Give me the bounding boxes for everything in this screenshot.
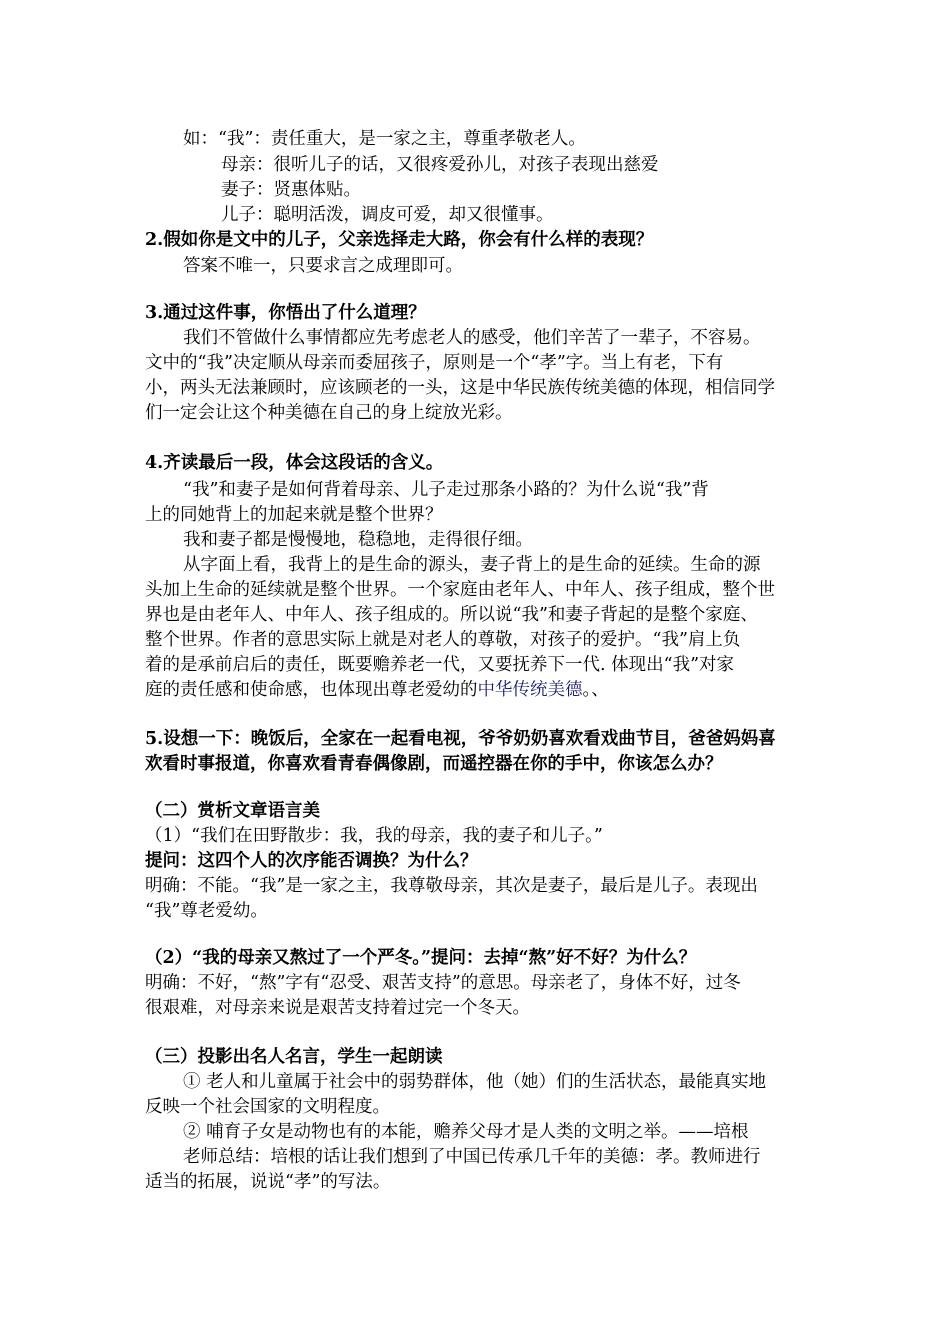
text-line: 庭的责任感和使命感，也体现出尊老爱幼的中华传统美德。、 [145,680,609,700]
question-heading: 提问：这四个人的次序能否调换？为什么？ [145,851,478,871]
text-line: ② 哺育子女是动物也有的本能，赡养父母才是人类的文明之举。——培根 [183,1122,749,1142]
question-heading: 5.设想一下：晚饭后，全家在一起看电视，爷爷奶奶喜欢看戏曲节目，爸爸妈妈喜 [145,729,776,749]
text-line: 整个世界。作者的意思实际上就是对老人的尊敬，对孩子的爱护。“我”肩上负 [145,630,741,650]
text-line: 妻子：贤惠体贴。 [221,180,361,200]
text-line: 界也是由老年人、中年人、孩子组成的。所以说“我”和妻子背起的是整个家庭、 [145,605,758,625]
text-line: 明确：不能。“我”是一家之主，我尊敬母亲，其次是妻子，最后是儿子。表现出 [145,876,758,896]
text-line: 着的是承前启后的责任，既要赡养老一代，又要抚养下一代. 体现出“我”对家 [145,655,735,675]
text-line: 适当的拓展，说说“孝”的写法。 [145,1172,391,1192]
question-heading: 4.齐读最后一段，体会这段话的含义。 [145,453,444,473]
section-heading: （三）投影出名人名言，学生一起朗读 [145,1047,443,1067]
text-line: 头加上生命的延续就是整个世界。一个家庭由老年人、中年人、孩子组成，整个世 [145,580,775,600]
text-line: “我”尊老爱幼。 [145,901,268,921]
text-line: 母亲：很听儿子的话，又很疼爱孙儿，对孩子表现出慈爱 [221,155,659,175]
text-line: 小，两头无法兼顾时，应该顾老的一头，这是中华民族传统美德的体现，相信同学 [145,378,775,398]
highlighted-text: 中华传统美德 [477,680,583,700]
section-heading: （二）赏析文章语言美 [145,801,320,821]
text-line: “我”和妻子是如何背着母亲、儿子走过那条小路的？为什么说“我”背 [183,480,709,500]
text-line: 我和妻子都是慢慢地，稳稳地，走得很仔细。 [183,530,533,550]
text-line: 如：“我”：责任重大，是一家之主，尊重孝敬老人。 [183,129,586,149]
question-heading: 3.通过这件事，你悟出了什么道理？ [145,303,426,323]
text-line: 文中的“我”决定顺从母亲而委屈孩子，原则是一个“孝”字。当上有老，下有 [145,353,724,373]
text-line: 老师总结：培根的话让我们想到了中国已传承几千年的美德：孝。教师进行 [183,1147,761,1167]
text-line: 很艰难，对母亲来说是艰苦支持着过完一个冬天。 [145,998,530,1018]
text-line: 答案不唯一，只要求言之成理即可。 [183,256,463,276]
question-heading: 欢看时事报道，你喜欢看青春偶像剧，而遥控器在你的手中，你该怎么办？ [145,754,723,774]
text-line: ① 老人和儿童属于社会中的弱势群体，他（她）们的生活状态，最能真实地 [183,1072,767,1092]
question-heading: （2）“我的母亲又熬过了一个严冬。”提问：去掉“熬”好不好？为什么？ [145,948,697,968]
text-line: 反映一个社会国家的文明程度。 [145,1097,390,1117]
text-line: 上的同她背上的加起来就是整个世界？ [145,505,443,525]
text-line: 明确：不好，“熬”字有“忍受、艰苦支持”的意思。母亲老了，身体不好，过冬 [145,973,741,993]
text-line: （1）“我们在田野散步：我，我的母亲，我的妻子和儿子。” [145,826,603,846]
text-line: 儿子：聪明活泼，调皮可爱，却又很懂事。 [221,205,554,225]
text-line: 们一定会让这个种美德在自己的身上绽放光彩。 [145,403,513,423]
text-line: 从字面上看，我背上的是生命的源头，妻子背上的是生命的延续。生命的源 [183,555,761,575]
question-heading: 2.假如你是文中的儿子，父亲选择走大路，你会有什么样的表现？ [145,230,654,250]
text-line: 我们不管做什么事情都应先考虑老人的感受，他们辛苦了一辈子，不容易。 [183,328,761,348]
